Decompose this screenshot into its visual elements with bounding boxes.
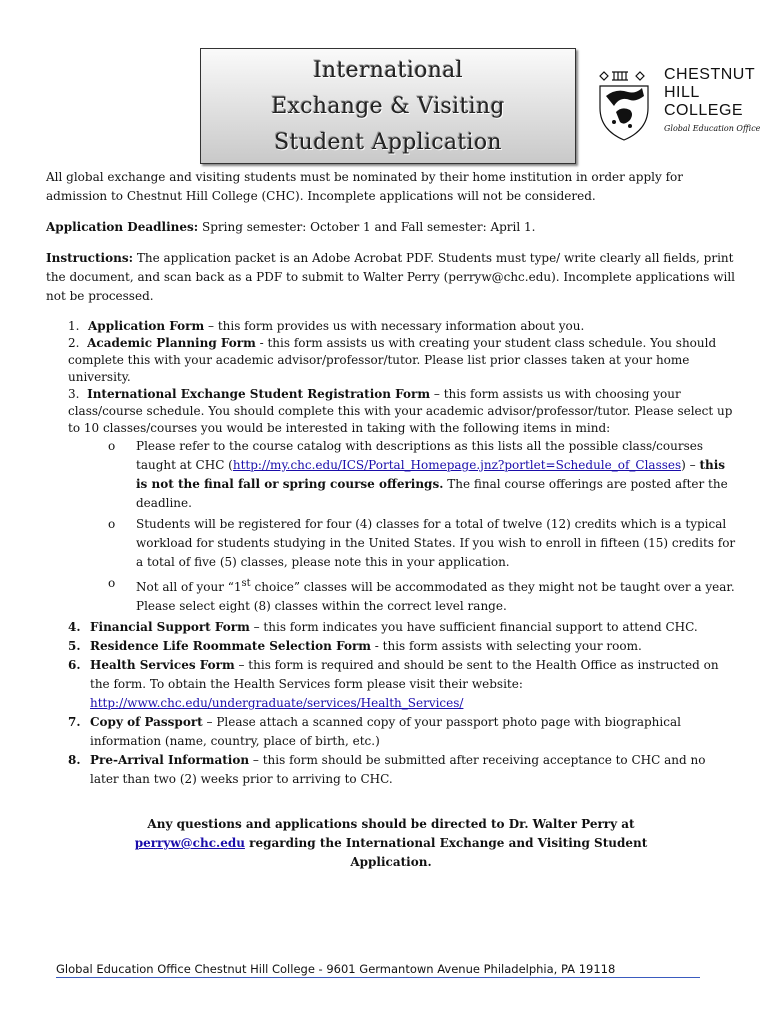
list-item-4 — [46, 618, 736, 637]
title-box — [200, 48, 576, 164]
instructions-text: The application packet is an Adobe Acrobat PDF. Students must type/ write clearly all fields, print the document, and scan back as a PDF to submit to Walter Perry (perryw@chc.edu). Incomplete applications will not be processed. — [46, 251, 736, 303]
logo-subtitle: Global Education Office — [664, 124, 761, 133]
list-item-5 — [46, 637, 736, 656]
item-number: 2. — [68, 336, 80, 350]
sub-text: Students will be registered for four (4) classes for a total of twelve (12) credits which is a typical workload for students studying in the United States. If you wish to enroll in fifteen (15) credits for a total of five (5) classes, please note this in your application. — [136, 517, 736, 569]
sub-text: Not all of your “1 — [136, 580, 242, 594]
item-text: – this form provides us with necessary information about you. — [204, 319, 585, 333]
college-logo-text — [664, 66, 760, 133]
closing-line-3: Application. — [350, 855, 432, 869]
item-number: 3. — [68, 387, 80, 401]
document-body — [46, 168, 736, 872]
item-number: 5. — [68, 639, 81, 653]
deadlines-text: Spring semester: October 1 and Fall semester: April 1. — [198, 220, 536, 234]
sub-text: The final course offerings are posted after the deadline. — [136, 477, 728, 510]
form-list — [46, 318, 736, 789]
title-line-3: Student Application — [274, 130, 502, 155]
sub-item-3 — [108, 574, 736, 616]
instructions-paragraph — [46, 249, 736, 306]
list-item-6 — [46, 656, 736, 713]
sub-item-2 — [108, 515, 736, 572]
logo-line-3: COLLEGE — [664, 102, 744, 119]
item-text: - this form assists with selecting your room. — [370, 639, 642, 653]
logo-line-2: HILL — [664, 84, 700, 101]
item-label: Health Services Form — [90, 658, 235, 672]
logo-line-1: CHESTNUT — [664, 66, 756, 83]
superscript: st — [241, 578, 251, 589]
sub-text: Please refer to the course catalog with descriptions as this lists all the possible class/courses taught at CHC ( — [136, 439, 703, 472]
title-line-2: Exchange & Visiting — [271, 94, 505, 119]
list-item-8 — [46, 751, 736, 789]
sub-bold-text: this is not the final fall or spring course offerings. — [136, 458, 726, 491]
bullet-icon: o — [108, 439, 116, 453]
instructions-label: Instructions: — [46, 251, 134, 265]
closing-line-2 — [46, 834, 736, 853]
list-item-7 — [46, 713, 736, 751]
title-line-1: International — [313, 58, 463, 83]
item-label: Copy of Passport — [90, 715, 203, 729]
item-label: Academic Planning Form — [87, 336, 256, 350]
bullet-icon: o — [108, 576, 116, 590]
item-text: – this form assists us with choosing your class/course schedule. You should complete this with your academic advisor/professor/tutor. Please select up to 10 classes/courses you would be interested in taking with the following items in mind: — [68, 387, 733, 435]
item-number: 7. — [68, 715, 81, 729]
item-text: – this form should be submitted after receiving acceptance to CHC and no later than two (2) weeks prior to arriving to CHC. — [90, 753, 706, 786]
item-text: – this form indicates you have sufficient financial support to attend CHC. — [249, 620, 698, 634]
closing-text: regarding the International Exchange and Visiting Student — [244, 836, 648, 850]
sub-text: ) – — [681, 458, 700, 472]
item-label: Financial Support Form — [90, 620, 250, 634]
health-services-link[interactable]: http://www.chc.edu/undergraduate/services/Health_Services/ — [90, 696, 464, 710]
item-number: 8. — [68, 753, 81, 767]
email-link[interactable]: perryw@chc.edu — [134, 836, 245, 850]
sub-item-1 — [108, 437, 736, 513]
bullet-icon: o — [108, 517, 116, 531]
item-number: 6. — [68, 658, 81, 672]
sub-text: choice” classes will be accommodated as they might not be taught over a year. Please select eight (8) classes within the correct level range. — [136, 580, 735, 613]
item-label: International Exchange Student Registration Form — [87, 387, 431, 401]
item-label: Application Form — [88, 319, 205, 333]
item-text: – Please attach a scanned copy of your passport photo page with biographical information (name, country, place of birth, etc.) — [90, 715, 681, 748]
item-text: - this form assists us with creating your student class schedule. You should complete this with your academic advisor/professor/tutor. Please list prior classes taken at your home university. — [68, 336, 717, 384]
item-label: Residence Life Roommate Selection Form — [90, 639, 371, 653]
item-number: 4. — [68, 620, 81, 634]
item-text: – this form is required and should be sent to the Health Office as instructed on the form. To obtain the Health Services form please visit their website: — [90, 658, 719, 691]
intro-paragraph: All global exchange and visiting students must be nominated by their home institution in order apply for admission to Chestnut Hill College (CHC). Incomplete applications will not be considered. — [46, 170, 684, 203]
deadlines-paragraph — [46, 218, 736, 237]
list-item-1 — [46, 318, 736, 335]
closing-line-1: Any questions and applications should be directed to Dr. Walter Perry at — [147, 817, 635, 831]
schedule-link[interactable]: http://my.chc.edu/ICS/Portal_Homepage.jnz?portlet=Schedule_of_Classes — [232, 458, 682, 472]
list-item-3 — [46, 386, 736, 437]
page-footer: Global Education Office Chestnut Hill College - 9601 Germantown Avenue Philadelphia, PA 19118 — [56, 962, 700, 978]
deadlines-label: Application Deadlines: — [46, 220, 199, 234]
closing-paragraph — [46, 815, 736, 872]
item-label: Pre-Arrival Information — [90, 753, 250, 767]
item-number: 1. — [68, 319, 80, 333]
list-item-2 — [46, 335, 736, 386]
